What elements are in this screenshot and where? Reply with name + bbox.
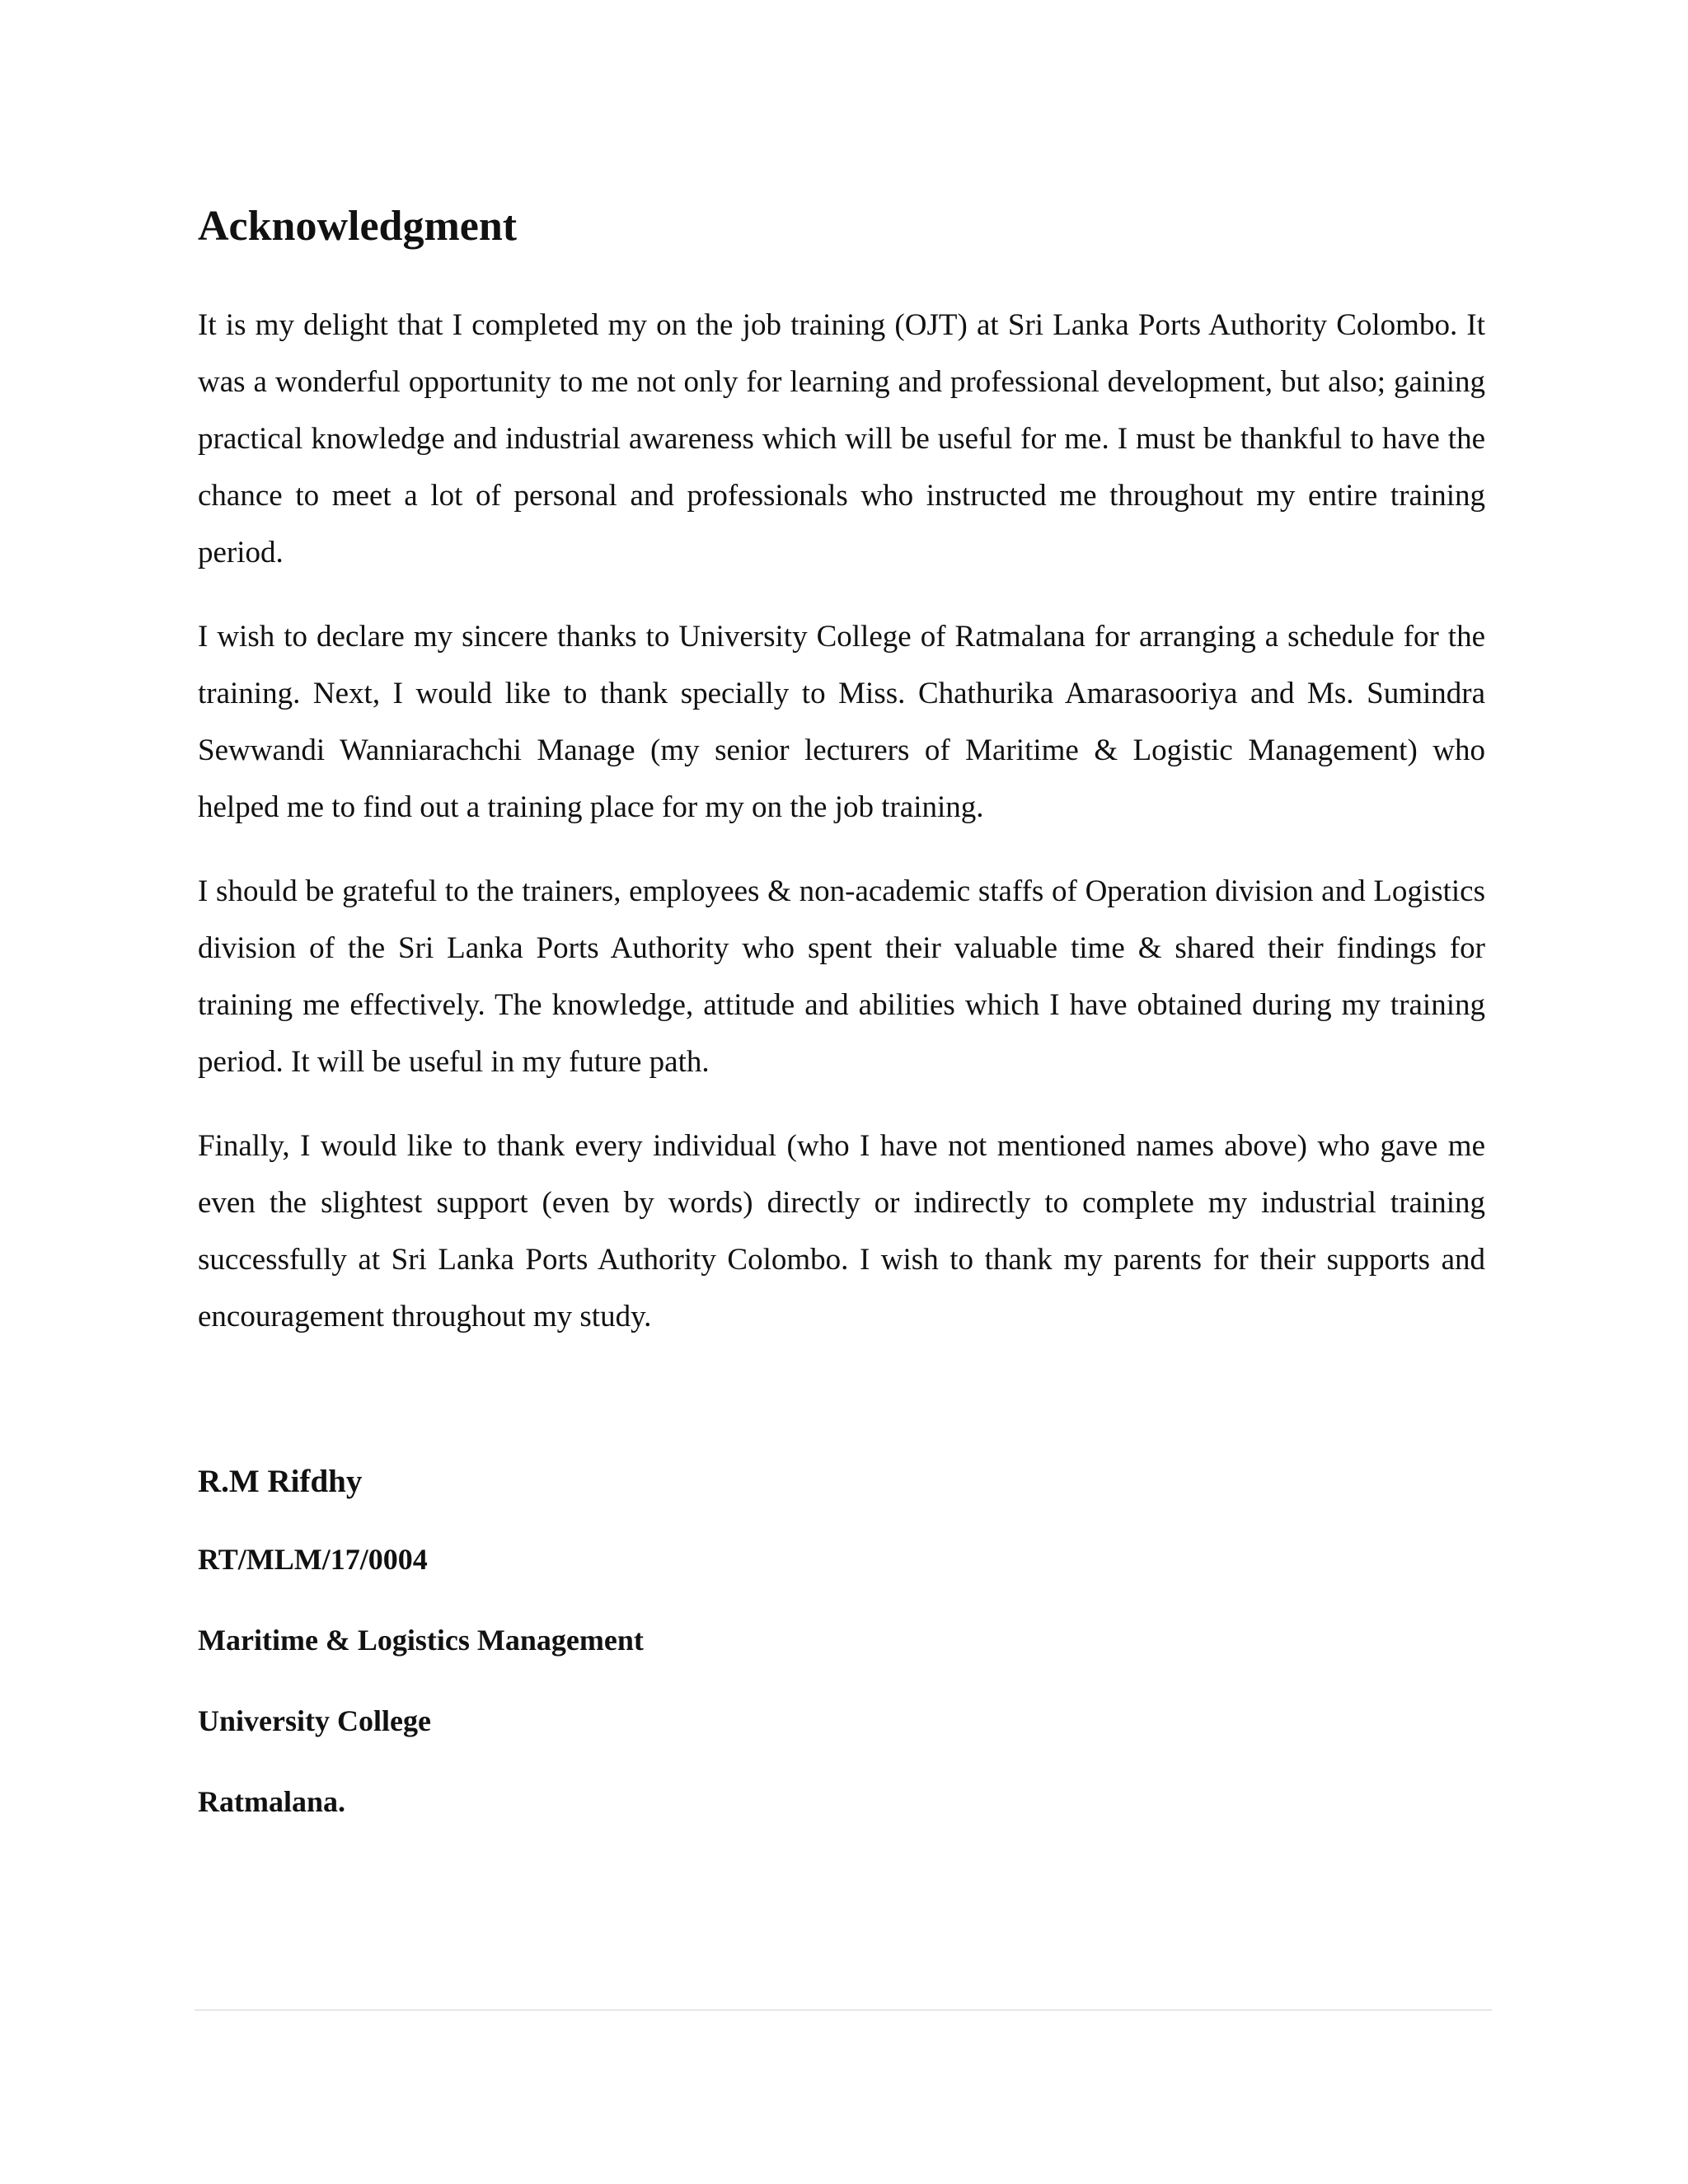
location-name: Ratmalana. — [198, 1785, 345, 1818]
acknowledgment-text — [198, 297, 1485, 1345]
signature-block — [198, 1459, 1104, 1863]
paragraph-4: Finally, I would like to thank every individual (who I have not mentioned names above) who gave me even the slightest support (even by words) directly or indirectly to complete my industrial training successfully at Sri Lanka Ports Authority Colombo. I wish to thank my parents for their supports and encouragement throughout my study. — [198, 1129, 1485, 1333]
signatory-name: R.M Rifdhy — [198, 1464, 363, 1499]
paragraph-3: I should be grateful to the trainers, employees & non-academic staffs of Operation division and Logistics division of the Sri Lanka Ports Authority who spent their valuable time & shared their findings for training me effectively. The knowledge, attitude and abilities which I have obtained during my training period. It will be useful in my future path. — [198, 874, 1485, 1079]
paragraph-1: It is my delight that I completed my on the job training (OJT) at Sri Lanka Ports Authority Colombo. It was a wonderful opportunity to me not only for learning and professional development, but also; gaining practical knowledge and industrial awareness which will be useful for me. I must be thankful to have the chance to meet a lot of personal and professionals who instructed me throughout my entire training period. — [198, 308, 1485, 569]
paragraph-2: I wish to declare my sincere thanks to University College of Ratmalana for arranging a schedule for the training. Next, I would like to thank specially to Miss. Chathurika Amarasooriya and Ms. Sumindra Sewwandi Wanniarachchi Manage (my senior lecturers of Maritime & Logistic Management) who helped me to find out a training place for my on the job training. — [198, 620, 1485, 824]
institution-name: University College — [198, 1704, 431, 1737]
page-title: Acknowledgment — [198, 203, 518, 250]
document-body — [198, 191, 1485, 1372]
footer-divider — [195, 2009, 1492, 2011]
registration-number: RT/MLM/17/0004 — [198, 1543, 428, 1576]
department-name: Maritime & Logistics Management — [198, 1624, 644, 1657]
